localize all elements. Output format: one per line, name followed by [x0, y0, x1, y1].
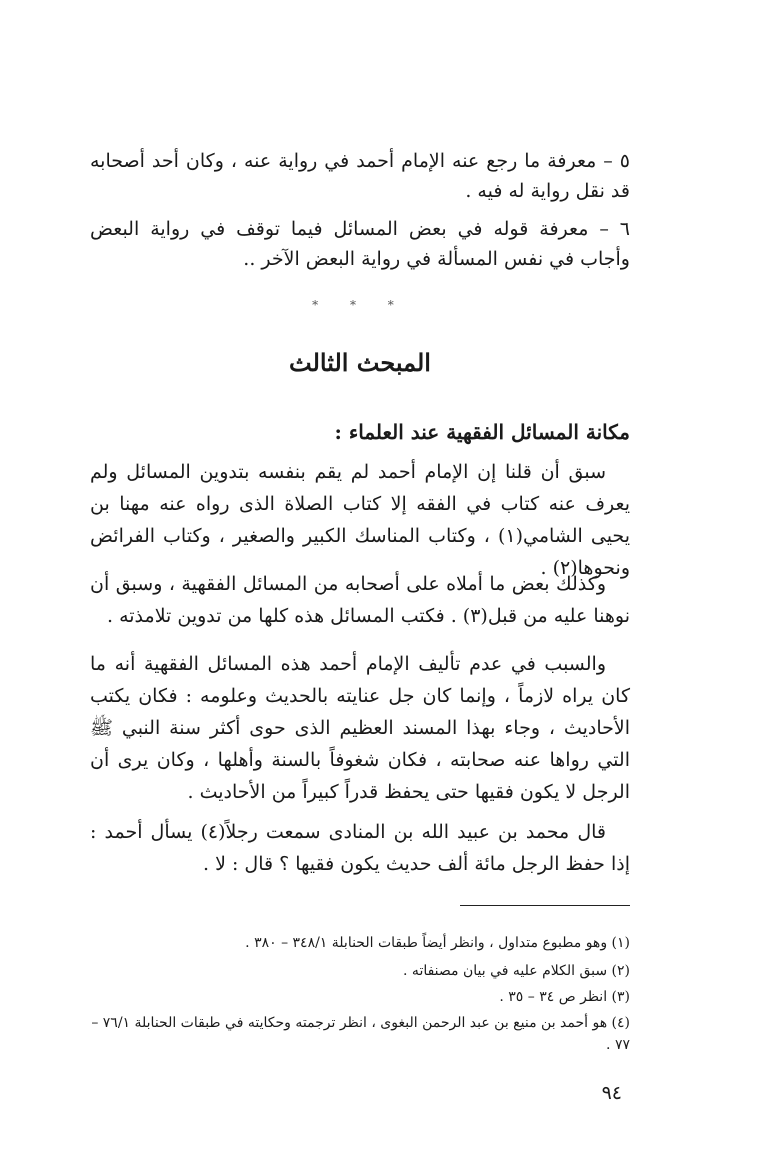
footnote-divider [460, 905, 630, 906]
section-separator: * * * [312, 298, 408, 312]
list-item-6: ٦ – معرفة قوله في بعض المسائل فيما توقف في رواية البعض وأجاب في نفس المسألة في رواية البعض الآخر .. [90, 218, 630, 270]
paragraph-3: والسبب في عدم تأليف الإمام أحمد هذه المسائل الفقهية أنه ما كان يراه لازماً ، وإنما كان جل عنايته بالحديث وعلومه : فكان يكتب الأحاديث ، وجاء بهذا المسند العظيم الذى حوى أكثر سنة النبي ﷺ التي رواها عنه صحابته ، فكان شغوفاً بالسنة وأهلها ، وكان يرى أن الرجل لا يكون فقيها حتى يحفظ قدراً كبيراً من الأحاديث . [90, 653, 630, 803]
paragraph-1: سبق أن قلنا إن الإمام أحمد لم يقم بنفسه بتدوين المسائل ولم يعرف عنه كتاب في الفقه إلا كتاب الصلاة الذى رواه عنه مهنا بن يحيى الشامي(١) ، وكتاب المناسك الكبير والصغير ، وكتاب الفرائض ونحوها(٢) . [90, 461, 630, 579]
book-page [90, 0, 630, 1169]
subheading: مكانة المسائل الفقهية عند العلماء : [334, 420, 630, 444]
footnote-4: (٤) هو أحمد بن منيع بن عبد الرحمن البغوى ، انظر ترجمته وحكايته في طبقات الحنابلة ٧٦/١ – ٧٧ . [91, 1015, 630, 1053]
footnote-3: (٣) انظر ص ٣٤ – ٣٥ . [499, 989, 630, 1005]
footnote-2: (٢) سبق الكلام عليه في بيان مصنفاته . [403, 963, 630, 979]
paragraph-2: وكذلك بعض ما أملاه على أصحابه من المسائل الفقهية ، وسبق أن نوهنا عليه من قبل(٣) . فكتب المسائل هذه كلها من تدوين تلامذته . [90, 573, 630, 627]
section-title: المبحث الثالث [289, 348, 431, 377]
list-item-5: ٥ – معرفة ما رجع عنه الإمام أحمد في رواية عنه ، وكان أحد أصحابه قد نقل رواية له فيه . [90, 150, 630, 202]
page-number: ٩٤ [601, 1082, 622, 1104]
paragraph-4: قال محمد بن عبيد الله بن المنادى سمعت رجلاً(٤) يسأل أحمد : إذا حفظ الرجل مائة ألف حديث يكون فقيها ؟ قال : لا . [90, 821, 630, 875]
footnote-1: (١) وهو مطبوع متداول ، وانظر أيضاً طبقات الحنابلة ٣٤٨/١ – ٣٨٠ . [245, 935, 630, 951]
